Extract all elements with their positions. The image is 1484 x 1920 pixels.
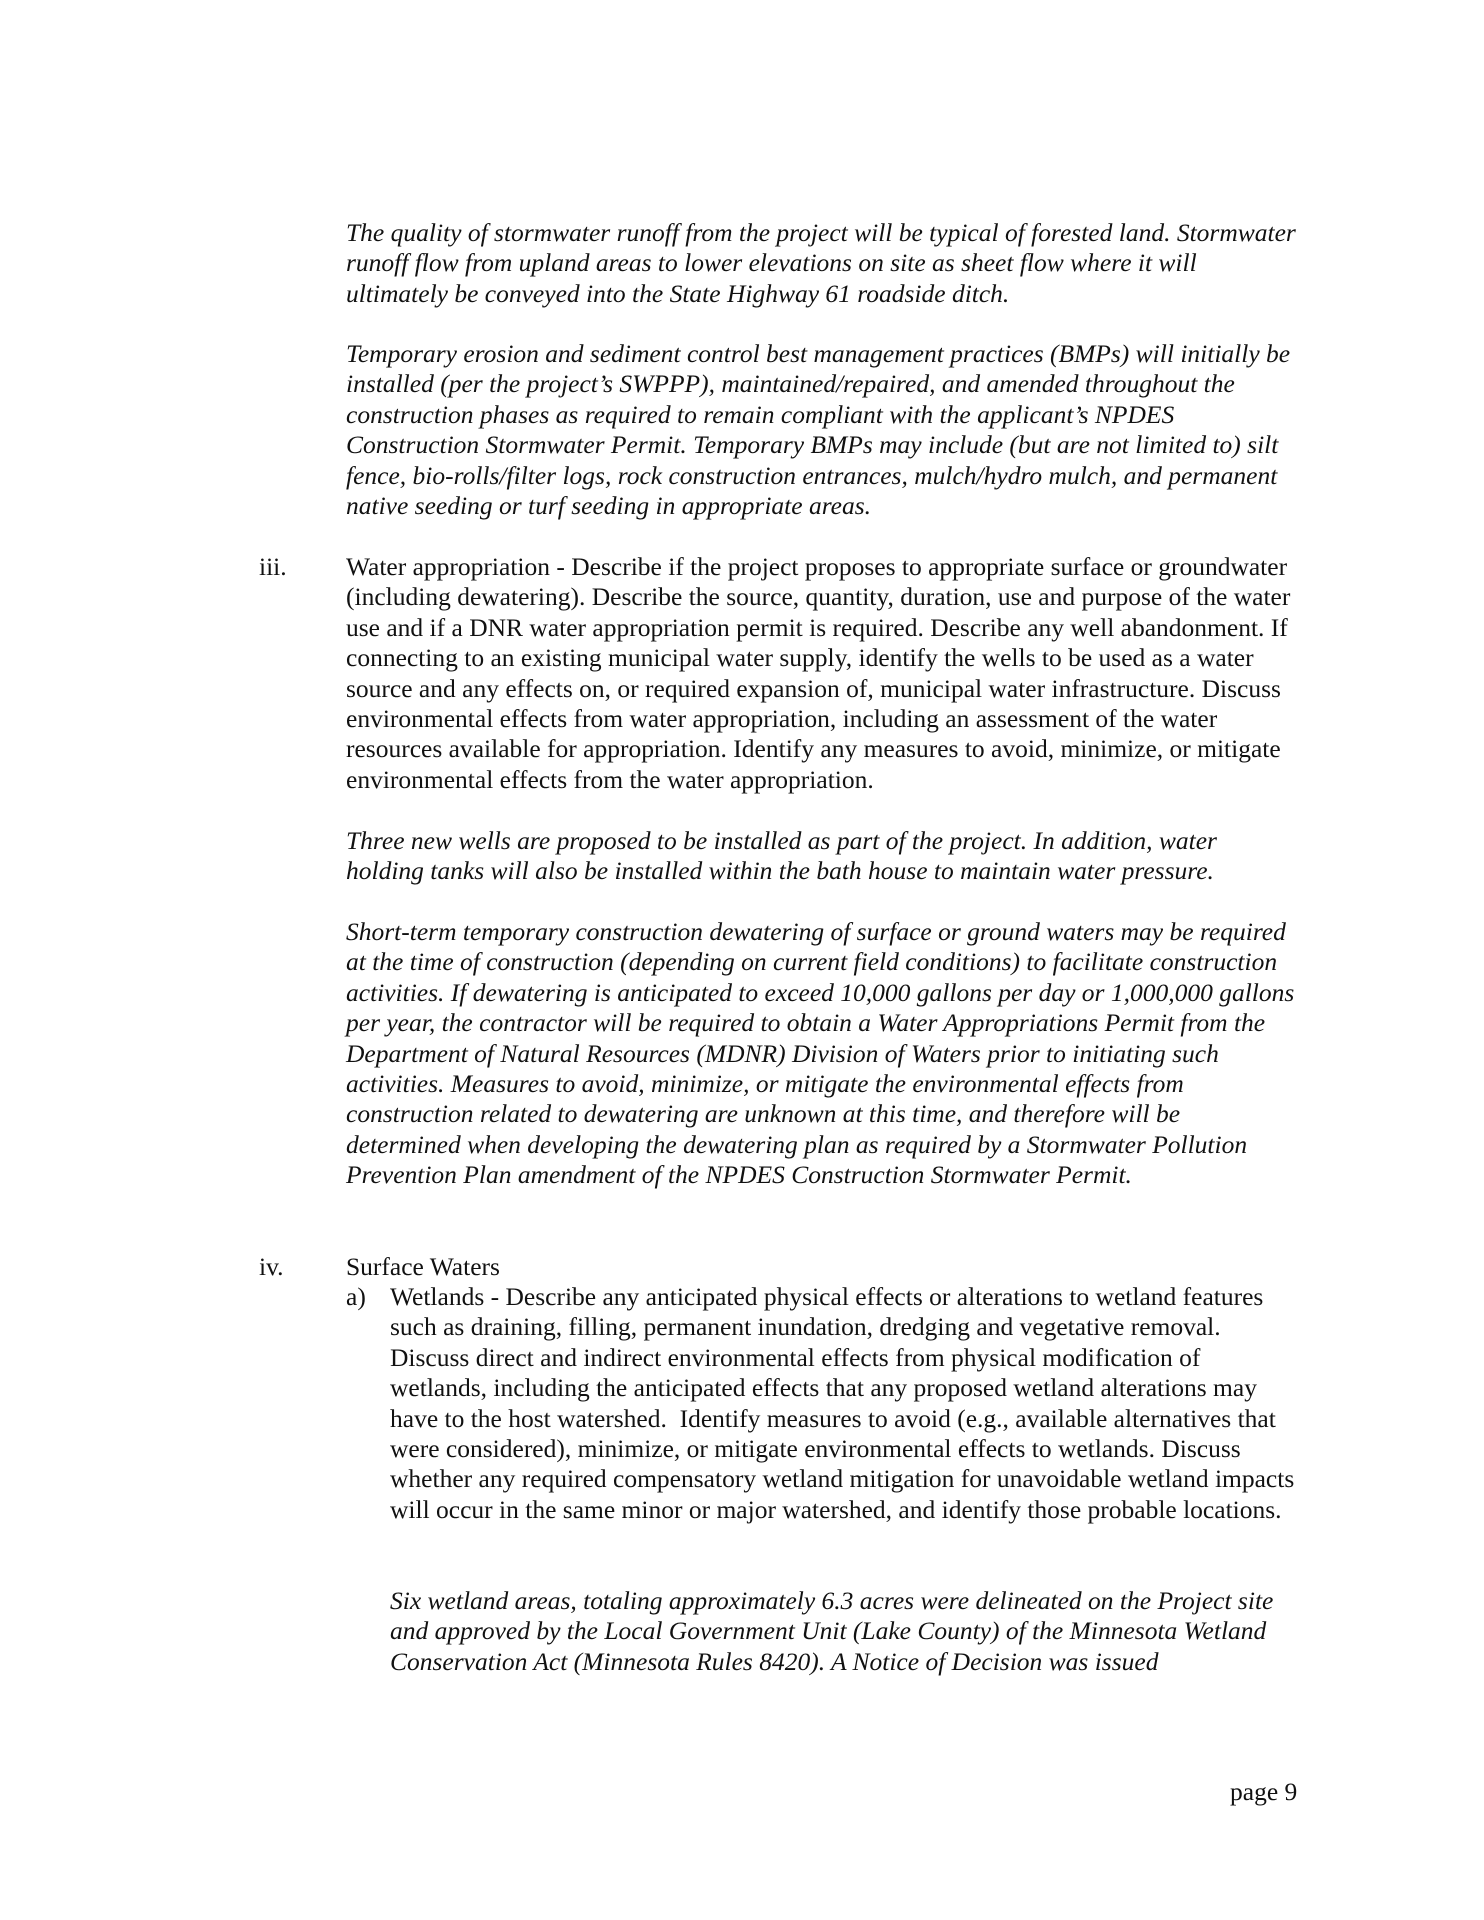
wetlands-question: Wetlands - Describe any anticipated physical effects or alterations to wetland features such as draining, filling, permanent inundation, dredging and vegetative removal. Discuss direct and indirect environmental effects from physical modification of wetlands, including the anticipated effects that any proposed wetland alterations may have to the host watershed. Identify measures to avoid (e.g., available alternatives that were considered), minimize, or mitigate environmental effects to wetlands. Discuss whether any required compensatory wetland mitigation for unavoidable wetland impacts will occur in the same minor or major watershed, and identify those probable locations. [390,1282,1295,1524]
section-iii-response-dewatering: Short-term temporary construction dewatering of surface or ground waters may be required at the time of construction (depending on current field conditions) to facilitate construction activities. If dewatering is anticipated to exceed 10,000 gallons per day or 1,000,000 gallons per year, the contractor will be required to obtain a Water Appropriations Permit from the Department of Natural Resources (MDNR) Division of Waters prior to initiating such activities. Measures to avoid, minimize, or mitigate the environmental effects from construction related to dewatering are unknown at this time, and therefore will be determined when developing the dewatering plan as required by a Stormwater Pollution Prevention Plan amendment of the NPDES Construction Stormwater Permit. [346,917,1295,1190]
item-a-letter: a) [346,1282,366,1311]
stormwater-quality-paragraph: The quality of stormwater runoff from the project will be typical of forested land. Stormwater runoff flow from upland areas to lower elevations on site as sheet flow where it will ultimately be conveyed into the State Highway 61 roadside ditch. [346,218,1296,308]
page-number: page 9 [1230,1777,1298,1806]
section-iii-response-wells: Three new wells are proposed to be installed as part of the project. In addition, water holding tanks will also be installed within the bath house to maintain water pressure. [346,826,1217,886]
section-iv-title: Surface Waters [346,1252,500,1281]
section-iv-numeral: iv. [259,1252,284,1281]
section-iii-numeral: iii. [259,552,287,581]
section-iii-question: Water appropriation - Describe if the project proposes to appropriate surface or groundwater (including dewatering). Describe the source, quantity, duration, use and purpose of the water use and if a DNR water appropriation permit is required. Describe any well abandonment. If connecting to an existing municipal water supply, identify the wells to be used as a water source and any effects on, or required expansion of, municipal water infrastructure. Discuss environmental effects from water appropriation, including an assessment of the water resources available for appropriation. Identify any measures to avoid, minimize, or mitigate environmental effects from the water appropriation. [346,552,1291,794]
temporary-bmps-paragraph: Temporary erosion and sediment control best management practices (BMPs) will initially be installed (per the project’s SWPPP), maintained/repaired, and amended throughout the construction phases as required to remain compliant with the applicant’s NPDES Construction Stormwater Permit. Temporary BMPs may include (but are not limited to) silt fence, bio-rolls/filter logs, rock construction entrances, mulch/hydro mulch, and permanent native seeding or turf seeding in appropriate areas. [346,339,1291,521]
wetlands-response: Six wetland areas, totaling approximately 6.3 acres were delineated on the Project site and approved by the Local Government Unit (Lake County) of the Minnesota Wetland Conservation Act (Minnesota Rules 8420). A Notice of Decision was issued [390,1586,1274,1676]
